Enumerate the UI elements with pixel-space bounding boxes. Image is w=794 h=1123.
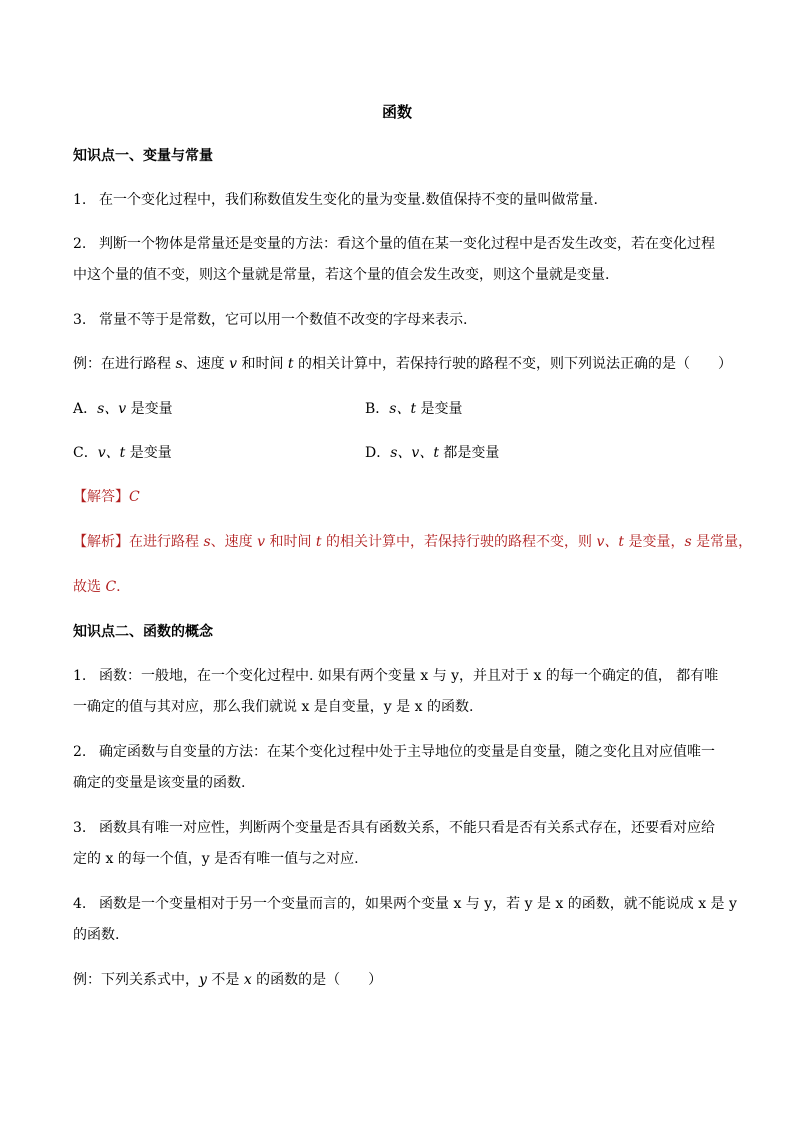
analysis-line2: 故选 C. bbox=[73, 579, 121, 595]
section2-example: 例：下列关系式中，y 不是 x 的函数的是（ ） bbox=[73, 972, 383, 988]
option-c: C．v、t 是变量 bbox=[73, 445, 172, 461]
section2-point3-line2: 定的 x 的每一个值，y 是否有唯一值与之对应. bbox=[73, 851, 359, 867]
point-text: 在一个变化过程中，我们称数值发生变化的量为变量.数值保持不变的量叫做常量. bbox=[99, 192, 598, 208]
point-number: 4. bbox=[73, 896, 87, 912]
var-x: x bbox=[243, 972, 252, 988]
section1-point2-line1 bbox=[73, 235, 734, 253]
option-b: B．s、t 是变量 bbox=[365, 401, 463, 417]
section1-example: 例：在进行路程 s、速度 v 和时间 t 的相关计算中，若保持行驶的路程不变，则下列说法正确的是（ ） bbox=[73, 356, 733, 372]
point-text: 函数：一般地，在一个变化过程中. 如果有两个变量 x 与 y，并且对于 x 的每一个确定的值， 都有唯 bbox=[99, 668, 719, 684]
section2-heading: 知识点二、函数的概念 bbox=[73, 624, 213, 640]
section2-point2-line1 bbox=[73, 743, 734, 761]
section1-heading: 知识点一、变量与常量 bbox=[73, 148, 213, 164]
answer bbox=[73, 488, 734, 506]
point-number: 1. bbox=[73, 668, 87, 684]
point-text: 确定函数与自变量的方法：在某个变化过程中处于主导地位的变量是自变量，随之变化且对应值唯一 bbox=[99, 744, 715, 760]
var-s: s bbox=[175, 356, 183, 372]
section2-point1-line2: 一确定的值与其对应，那么我们就说 x 是自变量，y 是 x 的函数. bbox=[73, 699, 474, 715]
point-text: 判断一个物体是常量还是变量的方法：看这个量的值在某一变化过程中是否发生改变，若在变化过程 bbox=[99, 236, 715, 252]
option-a: A．s、v 是变量 bbox=[73, 401, 173, 417]
point-text: 函数是一个变量相对于另一个变量而言的，如果两个变量 x 与 y，若 y 是 x 的函数，就不能说成 x 是 y bbox=[99, 896, 737, 912]
page-title: 函数 bbox=[381, 103, 412, 121]
section1-point1 bbox=[73, 191, 734, 209]
analysis-label: 【解析】 bbox=[73, 534, 129, 550]
section1-point3 bbox=[73, 311, 734, 329]
section2-point2-line2: 确定的变量是该变量的函数. bbox=[73, 775, 246, 791]
var-t: t bbox=[287, 356, 294, 372]
var-v: v bbox=[229, 356, 238, 372]
point-number: 2. bbox=[73, 236, 87, 252]
section2-point4-line1 bbox=[73, 895, 737, 913]
section1-point2-line2: 中这个量的值不变，则这个量就是常量，若这个量的值会发生改变，则这个量就是变量. bbox=[73, 267, 610, 283]
point-text: 函数具有唯一对应性，判断两个变量是否具有函数关系，不能只看是否有关系式存在，还要看对应给 bbox=[99, 820, 715, 836]
section2-point3-line1 bbox=[73, 819, 734, 837]
point-number: 2. bbox=[73, 744, 87, 760]
answer-value: C bbox=[129, 489, 140, 505]
section2-point4-line2: 的函数. bbox=[73, 927, 120, 943]
section2-point1-line1 bbox=[73, 667, 734, 685]
answer-label: 【解答】 bbox=[73, 489, 129, 505]
option-d: D．s、v、t 都是变量 bbox=[365, 445, 500, 461]
analysis-line1: 【解析】在进行路程 s、速度 v 和时间 t 的相关计算中，若保持行驶的路程不变，则 v、t 是变量，s 是常量， bbox=[73, 534, 753, 550]
point-number: 1. bbox=[73, 192, 87, 208]
point-number: 3. bbox=[73, 312, 87, 328]
var-y: y bbox=[199, 972, 207, 988]
point-text: 常量不等于是常数，它可以用一个数值不改变的字母来表示. bbox=[99, 312, 468, 328]
point-number: 3. bbox=[73, 820, 87, 836]
